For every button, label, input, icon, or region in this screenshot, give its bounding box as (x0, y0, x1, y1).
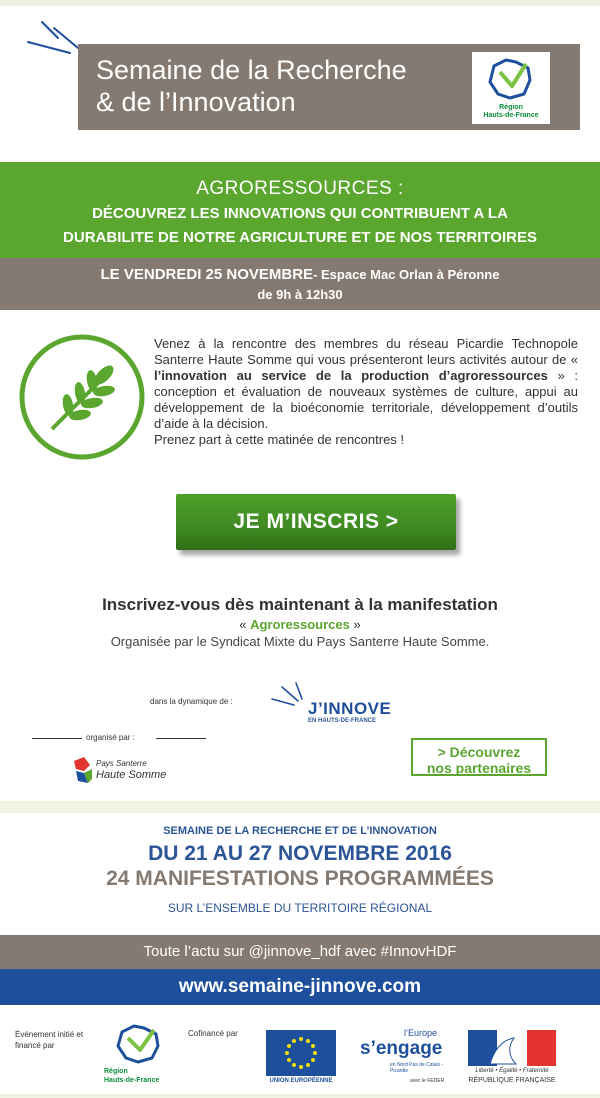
discover-partners-button[interactable] (411, 738, 547, 776)
eu-flag-icon (266, 1030, 336, 1076)
engage-line-1: l’Europe (404, 1028, 438, 1038)
divider (156, 738, 206, 739)
event-date: LE VENDREDI 25 NOVEMBRE (100, 266, 314, 283)
title-line-2: & de l’Innovation (96, 87, 296, 117)
signup-organizer: Organisée par le Syndicat Mixte du Pays Santerre Haute Somme. (110, 634, 490, 649)
banner-line-1: DÉCOUVREZ LES INNOVATIONS QUI CONTRIBUENT A LA (92, 205, 508, 222)
jinnove-logo[interactable] (264, 681, 414, 727)
jinnove-wordmark: J’INNOVE (308, 699, 392, 718)
logo-label-line-1: Région (499, 104, 523, 111)
separator-band (0, 801, 600, 813)
organized-label: organisé par : (86, 733, 135, 742)
rf-flag-icon (468, 1030, 556, 1066)
engage-line-2: s’engage (360, 1038, 443, 1059)
europe-engage-logo (360, 1028, 450, 1088)
pays-logo-line-1: Pays Santerre (96, 759, 147, 768)
banner-line-2: DURABILITE DE NOTRE AGRICULTURE ET DE NOS TERRITOIRES (63, 229, 537, 246)
quote-close: » (349, 617, 361, 632)
rf-motto: Liberté • Égalité • Fraternité (475, 1068, 549, 1074)
page-title (96, 54, 407, 118)
signup-title: Inscrivez-vous dès maintenant à la manifestation (102, 595, 498, 614)
intro-call: Prenez part à cette matinée de rencontres ! (154, 432, 405, 447)
intro-part-1: Venez à la rencontre des membres du réseau Picardie Technopole Santerre Haute Somme qui vous présenteront leurs activités autour de « (154, 336, 578, 367)
event-place: - Espace Mac Orlan à Péronne (313, 267, 500, 282)
social-text[interactable]: Toute l’actu sur @jinnove_hdf avec #InnovHDF (143, 943, 457, 960)
intro-text (154, 336, 578, 448)
eu-stars-icon (266, 1030, 336, 1076)
discover-line-2: nos partenaires (426, 760, 532, 776)
engage-line-4: avec le FEDER (410, 1078, 445, 1084)
logo-label-line-2: Hauts-de-France (483, 112, 539, 119)
pays-logo-line-2: Haute Somme (96, 769, 167, 781)
srl-title: SEMAINE DE LA RECHERCHE ET DE L’INNOVATION (163, 825, 437, 837)
dynamic-label: dans la dynamique de : (150, 697, 233, 706)
engage-line-3: en Nord Pas de Calais - Picardie (390, 1062, 444, 1074)
republique-francaise-logo (468, 1030, 556, 1086)
srl-count: 24 MANIFESTATIONS PROGRAMMÉES (106, 867, 494, 890)
event-time: de 9h à 12h30 (257, 287, 343, 302)
bottom-strip (0, 1094, 600, 1098)
footer-initiated-label: Événement initié et financé par (15, 1030, 84, 1050)
event-date-line (0, 266, 600, 283)
footer-region-logo[interactable] (104, 1020, 174, 1090)
banner-kicker: AGRORESSOURCES : (196, 178, 404, 199)
quote-open: « (239, 617, 251, 632)
footer-cofinanced-label: Cofinancé par (188, 1029, 238, 1038)
intro-highlight: l’innovation au service de la production d’agroressources (154, 368, 548, 383)
intro-part-2: » : conception et évaluation de nouveaux systèmes de culture, appui au développement de la bioéconomie territoriale, développement d’outils d’aide à la décision. (154, 368, 578, 431)
title-line-1: Semaine de la Recherche (96, 55, 407, 85)
region-logo-label (476, 104, 546, 120)
pays-logo-icon (70, 755, 94, 785)
france-map-icon (472, 52, 550, 102)
footer-region-label-2: Hauts-de-France (104, 1077, 160, 1084)
jinnove-subtitle: EN HAUTS-DE-FRANCE (308, 718, 376, 724)
register-button[interactable]: JE M’INSCRIS > (176, 494, 456, 550)
wheat-icon (16, 331, 148, 463)
signup-event-name (0, 617, 600, 632)
divider (32, 738, 82, 739)
eu-label: UNION EUROPÉENNE (269, 1078, 333, 1084)
pays-santerre-logo[interactable] (70, 755, 170, 785)
rf-name: RÉPUBLIQUE FRANÇAISE (468, 1077, 556, 1084)
website-link[interactable]: www.semaine-jinnove.com (178, 976, 422, 997)
srl-scope: SUR L’ENSEMBLE DU TERRITOIRE RÉGIONAL (167, 901, 433, 915)
footer-region-label-1: Région (104, 1068, 128, 1075)
srl-dates: DU 21 AU 27 NOVEMBRE 2016 (148, 842, 452, 865)
event-name: Agroressources (250, 617, 350, 632)
discover-line-1: > Découvrez (437, 744, 521, 760)
france-map-icon (104, 1020, 174, 1066)
